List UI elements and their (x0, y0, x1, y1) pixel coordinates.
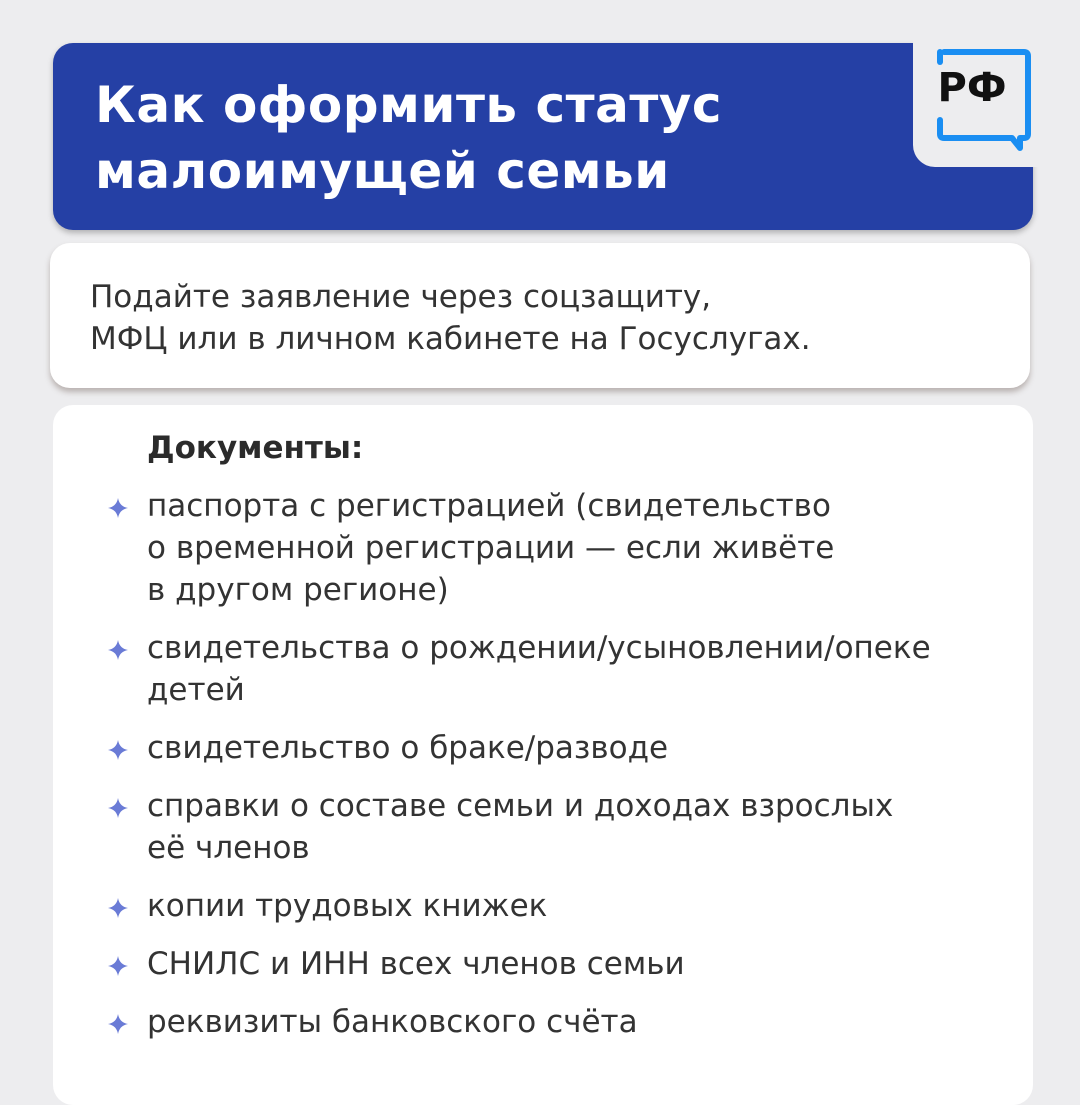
four-point-star-icon (105, 1011, 131, 1037)
intro-text: Подайте заявление через соцзащиту, МФЦ или в личном кабинете на Госуслугах. (90, 279, 811, 357)
page-title: Как оформить статус малоимущей семьи (95, 76, 723, 200)
list-item-text: свидетельства о рождении/усыновлении/опеке детей (147, 630, 931, 708)
four-point-star-icon (105, 795, 131, 821)
four-point-star-icon (105, 953, 131, 979)
list-item-text: справки о составе семьи и доходах взрослых её членов (147, 788, 894, 866)
rf-logo (932, 48, 1032, 152)
four-point-star-icon (105, 895, 131, 921)
list-item-text: реквизиты банковского счёта (147, 1004, 638, 1040)
list-item-text: копии трудовых книжек (147, 888, 548, 924)
four-point-star-icon (105, 737, 131, 763)
list-item-text: паспорта с регистрацией (свидетельство о временной регистрации — если живёте в другом регионе) (147, 488, 835, 608)
documents-heading: Документы: (147, 430, 364, 466)
list-item-text: свидетельство о браке/разводе (147, 730, 669, 766)
logo-text: РФ (937, 65, 1007, 111)
list-item-text: СНИЛС и ИНН всех членов семьи (147, 946, 685, 982)
four-point-star-icon (105, 637, 131, 663)
four-point-star-icon (105, 495, 131, 521)
